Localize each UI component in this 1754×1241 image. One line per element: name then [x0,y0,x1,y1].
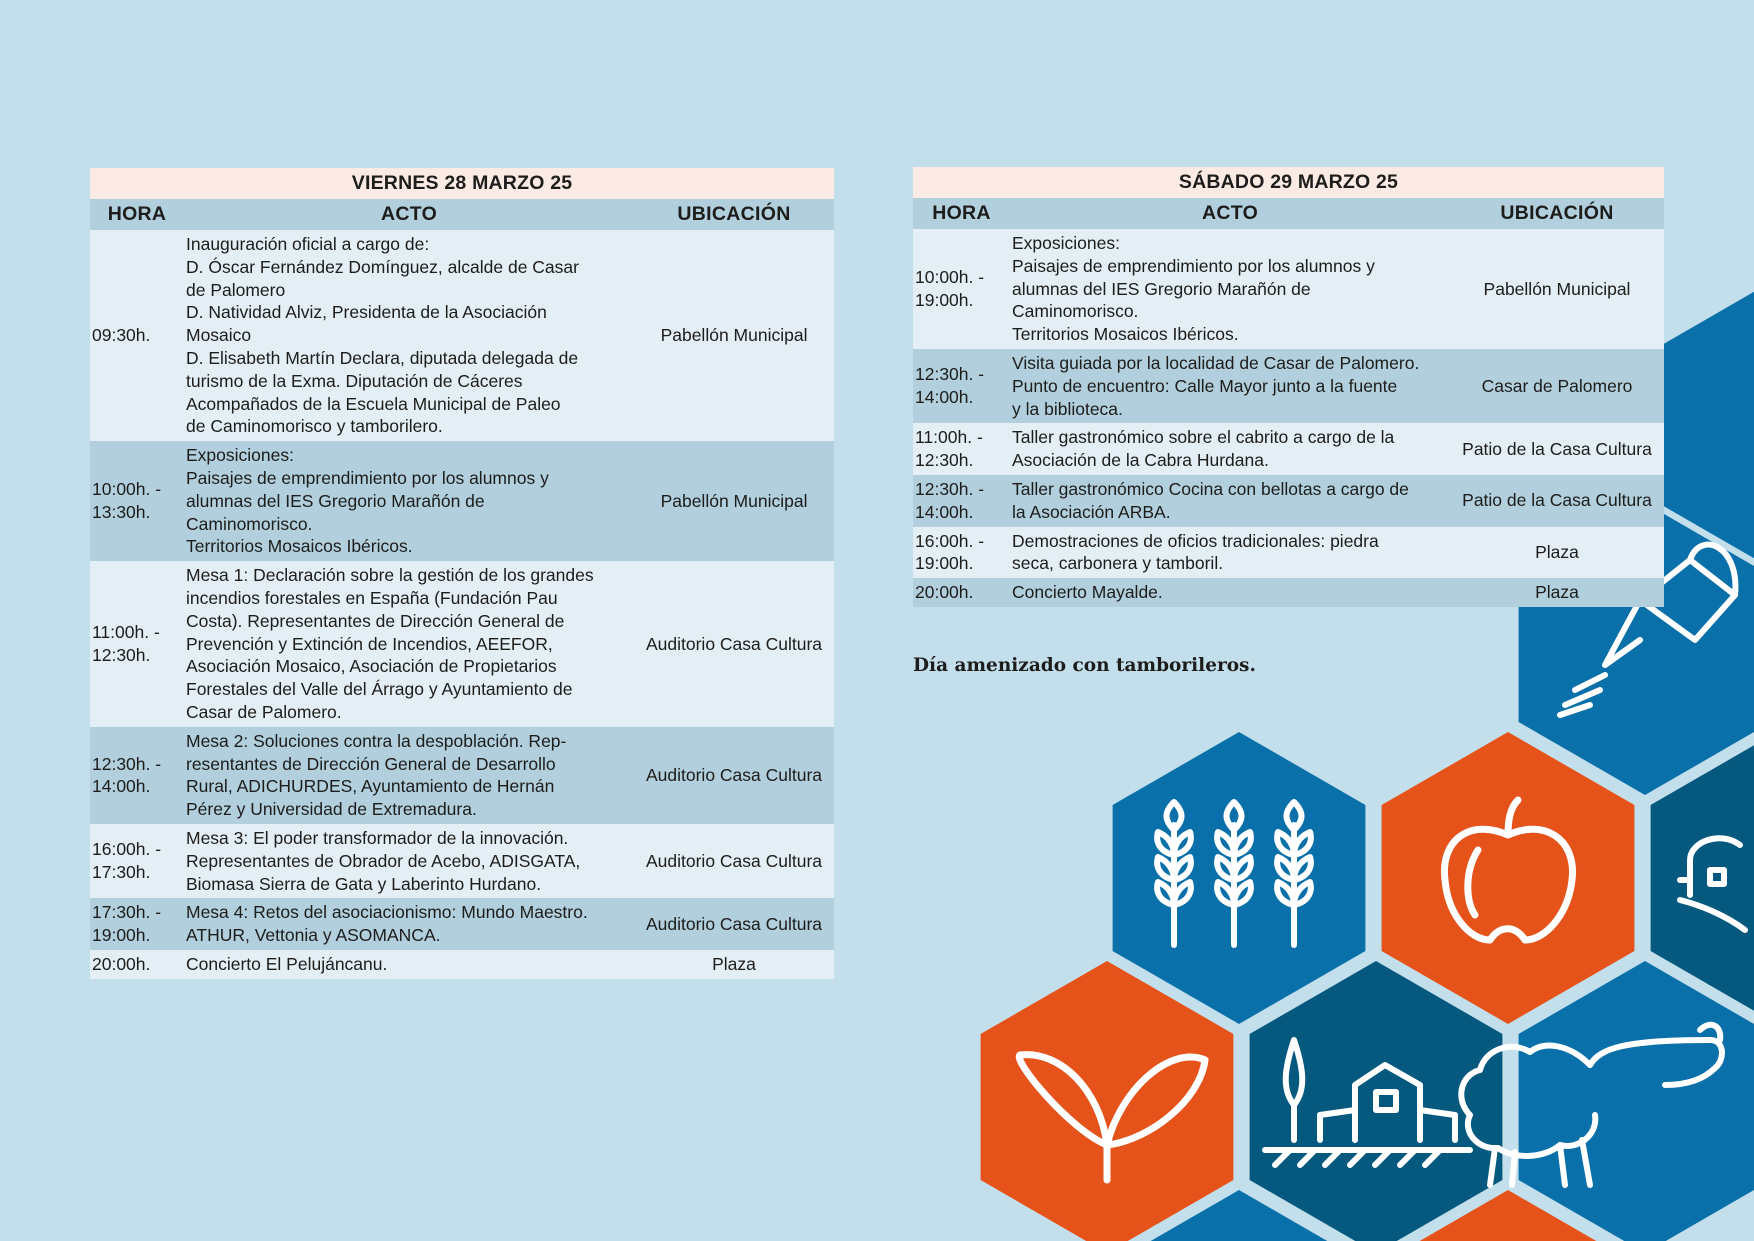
table-row [90,898,834,950]
viernes-schedule-table [90,168,834,979]
acto-cell: Taller gastronómico Cocina con bellotas a cargo de la Asociación ARBA. [1010,475,1450,527]
hora-cell: 12:30h. - 14:00h. [913,349,1010,423]
table-row [90,230,834,441]
ubicacion-cell: Casar de Palomero [1450,349,1664,423]
ubicacion-cell: Patio de la Casa Cultura [1450,423,1664,475]
ubicacion-cell: Pabellón Municipal [1450,229,1664,349]
ubicacion-cell: Plaza [1450,527,1664,579]
hexagon-tile [1519,961,1754,1241]
acto-cell: Concierto Mayalde. [1010,578,1450,607]
hora-header: HORA [913,198,1010,229]
ubicacion-cell: Auditorio Casa Cultura [634,824,834,898]
ubicacion-cell: Auditorio Casa Cultura [634,727,834,824]
hora-cell: 16:00h. - 17:30h. [90,824,184,898]
table-row [913,349,1664,423]
table-row [90,727,834,824]
acto-cell: Mesa 4: Retos del asociacionismo: Mundo Maestro. ATHUR, Vettonia y ASOMANCA. [184,898,634,950]
hexagon-tile [1382,732,1635,1024]
acto-cell: Exposiciones: Paisajes de emprendimiento por los alumnos y alumnas del IES Gregorio Marañón de Caminomorisco. Territorios Mosaicos Ibéricos. [1010,229,1450,349]
hora-cell: 10:00h. - 19:00h. [913,229,1010,349]
table-row [90,441,834,561]
ubicacion-header: UBICACIÓN [634,199,834,230]
sabado-schedule-table [913,167,1664,607]
hora-cell: 20:00h. [90,950,184,979]
table-row [90,950,834,979]
closing-note: Día amenizado con tamborileros. [913,655,1256,676]
acto-cell: Inauguración oficial a cargo de: D. Óscar Fernández Domínguez, alcalde de Casar de Palomero D. Natividad Alviz, Presidenta de la Asociación Mosaico D. Elisabeth Martín Declara, diputada delegada de turismo de la Exma. Diputación de Cáceres Acompañados de la Escuela Municipal de Paleo de Caminomorisco y tamborilero. [184,230,634,441]
ubicacion-cell: Auditorio Casa Cultura [634,898,834,950]
hora-cell: 20:00h. [913,578,1010,607]
ubicacion-cell: Plaza [1450,578,1664,607]
acto-cell: Visita guiada por la localidad de Casar de Palomero. Punto de encuentro: Calle Mayor junto a la fuente y la biblioteca. [1010,349,1450,423]
acto-header: ACTO [1010,198,1450,229]
table-row [913,423,1664,475]
table-row [913,527,1664,579]
acto-cell: Exposiciones: Paisajes de emprendimiento por los alumnos y alumnas del IES Gregorio Marañón de Caminomorisco. Territorios Mosaicos Ibéricos. [184,441,634,561]
hora-cell: 16:00h. - 19:00h. [913,527,1010,579]
hexagon-tile [981,961,1234,1241]
hora-cell: 17:30h. - 19:00h. [90,898,184,950]
table-row [913,578,1664,607]
table-row [90,824,834,898]
acto-cell: Concierto El Pelujáncanu. [184,950,634,979]
acto-cell: Taller gastronómico sobre el cabrito a cargo de la Asociación de la Cabra Hurdana. [1010,423,1450,475]
ubicacion-cell: Plaza [634,950,834,979]
hora-cell: 10:00h. - 13:30h. [90,441,184,561]
hora-cell: 12:30h. - 14:00h. [90,727,184,824]
ubicacion-cell: Pabellón Municipal [634,230,834,441]
ubicacion-header: UBICACIÓN [1450,198,1664,229]
acto-header: ACTO [184,199,634,230]
hora-cell: 12:30h. - 14:00h. [913,475,1010,527]
hora-cell: 11:00h. - 12:30h. [913,423,1010,475]
ubicacion-cell: Pabellón Municipal [634,441,834,561]
ubicacion-cell: Auditorio Casa Cultura [634,561,834,727]
ubicacion-cell: Patio de la Casa Cultura [1450,475,1664,527]
table-row [90,561,834,727]
viernes-title: VIERNES 28 MARZO 25 [90,168,834,199]
table-row [913,475,1664,527]
sabado-title: SÁBADO 29 MARZO 25 [913,167,1664,198]
hora-cell: 09:30h. [90,230,184,441]
acto-cell: Mesa 2: Soluciones contra la despoblación. Rep- resentantes de Dirección General de Desarrollo Rural, ADICHURDES, Ayuntamiento de Hernán Pérez y Universidad de Extremadura. [184,727,634,824]
hora-cell: 11:00h. - 12:30h. [90,561,184,727]
hora-header: HORA [90,199,184,230]
acto-cell: Mesa 1: Declaración sobre la gestión de los grandes incendios forestales en España (Fundación Pau Costa). Representantes de Dirección General de Prevención y Extinción de Incendios, AEEFOR, Asociación Mosaico, Asociación de Propietarios Forestales del Valle del Árrago y Ayuntamiento de Casar de Palomero. [184,561,634,727]
acto-cell: Mesa 3: El poder transformador de la innovación. Representantes de Obrador de Acebo, ADISGATA, Biomasa Sierra de Gata y Laberinto Hurdano. [184,824,634,898]
table-row [913,229,1664,349]
acto-cell: Demostraciones de oficios tradicionales: piedra seca, carbonera y tamboril. [1010,527,1450,579]
